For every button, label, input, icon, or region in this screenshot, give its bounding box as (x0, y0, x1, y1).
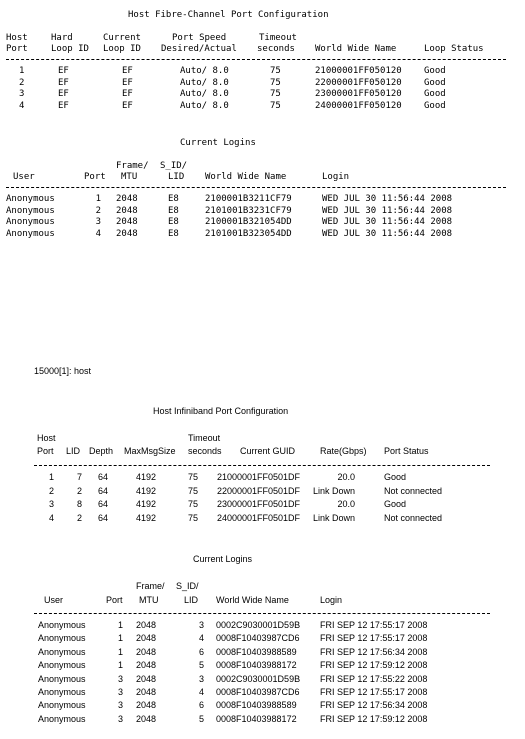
fc-logins-header-user: User (13, 172, 35, 182)
lid-cell: E8 (168, 205, 179, 216)
mtu-cell: 2048 (136, 620, 157, 630)
lid-cell: 4 (198, 687, 204, 697)
mtu-cell: 2048 (116, 228, 138, 239)
rate-cell: 20.0 (337, 499, 355, 509)
mtu-cell: 2048 (136, 687, 157, 697)
lid-cell: E8 (168, 194, 179, 204)
fc-logins-header-lid: LID (168, 172, 185, 182)
user-cell: Anonymous (38, 646, 86, 657)
lid-cell: 5 (198, 660, 204, 671)
port-cell: 4 (48, 512, 54, 523)
hard-loop-id-cell: EF (58, 89, 69, 99)
user-cell: Anonymous (38, 620, 86, 630)
wwn-cell: 21000001FF050120 (315, 66, 402, 76)
port-cell: 1 (117, 646, 123, 657)
maxmsgsize-cell: 4192 (136, 472, 157, 482)
ib-header-depth: Depth (89, 446, 114, 456)
mtu-cell: 2048 (136, 713, 157, 724)
user-cell: Anonymous (38, 700, 86, 711)
guid-cell: 22000001FF0501DF (217, 485, 301, 496)
wwn-cell: 0008F10403988589 (216, 700, 297, 711)
speed-cell: Auto/ 8.0 (180, 77, 229, 88)
timeout-cell: 75 (270, 100, 281, 111)
guid-cell: 21000001FF0501DF (217, 472, 301, 482)
wwn-cell: 2101001B323054DD (205, 228, 292, 239)
speed-cell: Auto/ 8.0 (180, 100, 229, 111)
timeout-cell: 75 (188, 485, 199, 496)
login-cell: FRI SEP 12 17:59:12 2008 (320, 713, 428, 724)
fc-header-port: Port (6, 44, 28, 54)
user-cell: Anonymous (6, 228, 55, 239)
lid-cell: 4 (198, 633, 204, 644)
ib-logins-title: Current Logins (193, 554, 253, 564)
port-cell: 3 (95, 217, 101, 227)
port-cell: 2 (19, 77, 25, 88)
lid-cell: 6 (198, 646, 204, 657)
user-cell: Anonymous (38, 687, 86, 697)
user-cell: Anonymous (6, 217, 55, 227)
login-cell: FRI SEP 12 17:55:17 2008 (320, 620, 428, 630)
ib-header-current-guid: Current GUID (240, 446, 296, 456)
cli-prompt: 15000[1]: host (34, 366, 92, 376)
mtu-cell: 2048 (116, 205, 138, 216)
rate-cell: 20.0 (337, 472, 355, 482)
port-cell: 4 (95, 228, 101, 239)
wwn-cell: 23000001FF050120 (315, 89, 402, 99)
hard-loop-id-cell: EF (58, 66, 69, 76)
current-loop-id-cell: EF (122, 100, 133, 111)
port-cell: 1 (95, 194, 101, 204)
ib-header-host: Host (37, 433, 56, 443)
lid-cell: 6 (198, 700, 204, 711)
user-cell: Anonymous (38, 713, 86, 724)
ib-header-timeout: Timeout (188, 433, 221, 443)
user-cell: Anonymous (38, 673, 86, 684)
login-cell: FRI SEP 12 17:59:12 2008 (320, 660, 428, 671)
wwn-cell: 2101001B3231CF79 (205, 205, 292, 216)
speed-cell: Auto/ 8.0 (180, 89, 229, 99)
port-cell: 1 (117, 660, 123, 671)
lid-cell: 3 (198, 620, 204, 630)
lid-cell: 2 (76, 485, 82, 496)
wwn-cell: 0008F10403988172 (216, 713, 297, 724)
login-cell: FRI SEP 12 17:55:22 2008 (320, 673, 428, 684)
fc-header-hard-loop-id: Loop ID (51, 44, 89, 54)
fc-header-host: Host (6, 33, 28, 43)
wwn-cell: 0008F10403987CD6 (216, 633, 300, 644)
port-cell: 2 (95, 205, 101, 216)
port-cell: 1 (19, 66, 25, 76)
port-cell: 3 (117, 673, 123, 684)
lid-cell: 8 (76, 499, 82, 509)
port-status-cell: Good (384, 472, 407, 482)
port-status-cell: Not connected (384, 512, 443, 523)
fc-header-wwn: World Wide Name (315, 44, 397, 54)
ib-logins-header-port: Port (106, 595, 123, 605)
fc-header-timeout: Timeout (259, 33, 297, 43)
fc-header-hard: Hard (51, 33, 73, 43)
fc-logins-divider (6, 187, 506, 188)
port-status-cell: Good (384, 499, 407, 509)
current-loop-id-cell: EF (122, 66, 133, 76)
rate-cell: Link Down (312, 485, 355, 496)
user-cell: Anonymous (38, 660, 86, 671)
port-cell: 3 (117, 687, 123, 697)
mtu-cell: 2048 (136, 673, 157, 684)
maxmsgsize-cell: 4192 (136, 499, 157, 509)
wwn-cell: 24000001FF050120 (315, 100, 402, 111)
timeout-cell: 75 (270, 66, 281, 76)
loop-status-cell: Good (424, 100, 446, 111)
current-loop-id-cell: EF (122, 77, 133, 88)
guid-cell: 23000001FF0501DF (217, 499, 301, 509)
depth-cell: 64 (98, 472, 109, 482)
login-cell: WED JUL 30 11:56:44 2008 (322, 228, 453, 239)
fc-config-title: Host Fibre-Channel Port Configuration (128, 10, 329, 20)
login-cell: FRI SEP 12 17:55:17 2008 (320, 687, 428, 697)
ib-config-title: Host Infiniband Port Configuration (153, 406, 289, 416)
port-status-cell: Not connected (384, 485, 443, 496)
mtu-cell: 2048 (136, 660, 157, 671)
maxmsgsize-cell: 4192 (136, 512, 157, 523)
mtu-cell: 2048 (116, 194, 138, 204)
lid-cell: 2 (76, 512, 82, 523)
mtu-cell: 2048 (136, 700, 157, 711)
fc-logins-header-port: Port (84, 172, 106, 182)
fc-header-port-speed: Port Speed (172, 33, 227, 43)
ib-logins-divider (34, 613, 490, 614)
speed-cell: Auto/ 8.0 (180, 66, 229, 76)
wwn-cell: 0008F10403988589 (216, 646, 297, 657)
fc-logins-header-wwn: World Wide Name (205, 172, 287, 182)
mtu-cell: 2048 (116, 217, 138, 227)
ib-header-seconds: seconds (188, 446, 222, 456)
fc-header-current: Current (103, 33, 141, 43)
user-cell: Anonymous (6, 205, 55, 216)
login-cell: FRI SEP 12 17:56:34 2008 (320, 700, 428, 711)
fc-logins-header-sid: S_ID/ (160, 161, 188, 171)
user-cell: Anonymous (38, 633, 86, 644)
timeout-cell: 75 (188, 512, 199, 523)
loop-status-cell: Good (424, 66, 446, 76)
ib-header-maxmsgsize: MaxMsgSize (124, 446, 176, 456)
lid-cell: E8 (168, 217, 179, 227)
guid-cell: 24000001FF0501DF (217, 512, 301, 523)
ib-logins-header-user: User (44, 595, 64, 605)
lid-cell: 7 (76, 472, 82, 482)
wwn-cell: 22000001FF050120 (315, 77, 402, 88)
maxmsgsize-cell: 4192 (136, 485, 157, 496)
timeout-cell: 75 (188, 499, 199, 509)
loop-status-cell: Good (424, 89, 446, 99)
ib-logins-header-frame: Frame/ (136, 581, 165, 591)
mtu-cell: 2048 (136, 633, 157, 644)
rate-cell: Link Down (312, 512, 355, 523)
port-cell: 3 (117, 713, 123, 724)
fc-header-current-loop-id: Loop ID (103, 44, 141, 54)
wwn-cell: 0008F10403987CD6 (216, 687, 300, 697)
mtu-cell: 2048 (136, 646, 157, 657)
wwn-cell: 0002C9030001D59B (216, 620, 301, 630)
ib-logins-header-lid: LID (184, 595, 199, 605)
lid-cell: 3 (198, 673, 204, 684)
ib-header-port: Port (37, 446, 54, 456)
fc-header-desired-actual: Desired/Actual (161, 44, 237, 54)
fc-config-divider (6, 59, 506, 60)
ib-logins-header-mtu: MTU (139, 595, 159, 605)
timeout-cell: 75 (270, 89, 281, 99)
lid-cell: E8 (168, 228, 179, 239)
login-cell: WED JUL 30 11:56:44 2008 (322, 205, 453, 216)
ib-logins-header-wwn: World Wide Name (216, 595, 289, 605)
timeout-cell: 75 (188, 472, 199, 482)
port-cell: 1 (117, 633, 123, 644)
login-cell: FRI SEP 12 17:56:34 2008 (320, 646, 428, 657)
ib-header-lid: LID (66, 446, 81, 456)
timeout-cell: 75 (270, 77, 281, 88)
wwn-cell: 0002C9030001D59B (216, 673, 301, 684)
current-loop-id-cell: EF (122, 89, 133, 99)
hard-loop-id-cell: EF (58, 100, 69, 111)
fc-header-seconds: seconds (257, 44, 295, 54)
login-cell: WED JUL 30 11:56:44 2008 (322, 217, 453, 227)
ib-config-divider (34, 465, 490, 466)
port-cell: 3 (48, 499, 54, 509)
port-cell: 3 (19, 89, 25, 99)
depth-cell: 64 (98, 499, 109, 509)
depth-cell: 64 (98, 512, 109, 523)
fc-logins-header-frame: Frame/ (116, 161, 149, 171)
port-cell: 4 (19, 100, 25, 111)
ib-logins-header-login: Login (320, 595, 343, 605)
login-cell: FRI SEP 12 17:55:17 2008 (320, 633, 428, 644)
depth-cell: 64 (98, 485, 109, 496)
port-cell: 1 (117, 620, 123, 630)
lid-cell: 5 (198, 713, 204, 724)
login-cell: WED JUL 30 11:56:44 2008 (322, 194, 453, 204)
user-cell: Anonymous (6, 194, 55, 204)
port-cell: 2 (48, 485, 54, 496)
ib-header-port-status: Port Status (384, 446, 429, 456)
loop-status-cell: Good (424, 77, 446, 88)
fc-logins-header-mtu: MTU (121, 172, 138, 182)
wwn-cell: 0008F10403988172 (216, 660, 297, 671)
hard-loop-id-cell: EF (58, 77, 69, 88)
fc-logins-header-login: Login (322, 172, 350, 182)
fc-logins-title: Current Logins (180, 138, 256, 148)
ib-logins-header-sid: S_ID/ (176, 581, 199, 591)
wwn-cell: 2100001B3211CF79 (205, 194, 292, 204)
port-cell: 1 (48, 472, 54, 482)
port-cell: 3 (117, 700, 123, 711)
fc-header-loop-status: Loop Status (424, 44, 484, 54)
wwn-cell: 2100001B321054DD (205, 217, 292, 227)
ib-header-rate: Rate(Gbps) (320, 446, 367, 456)
